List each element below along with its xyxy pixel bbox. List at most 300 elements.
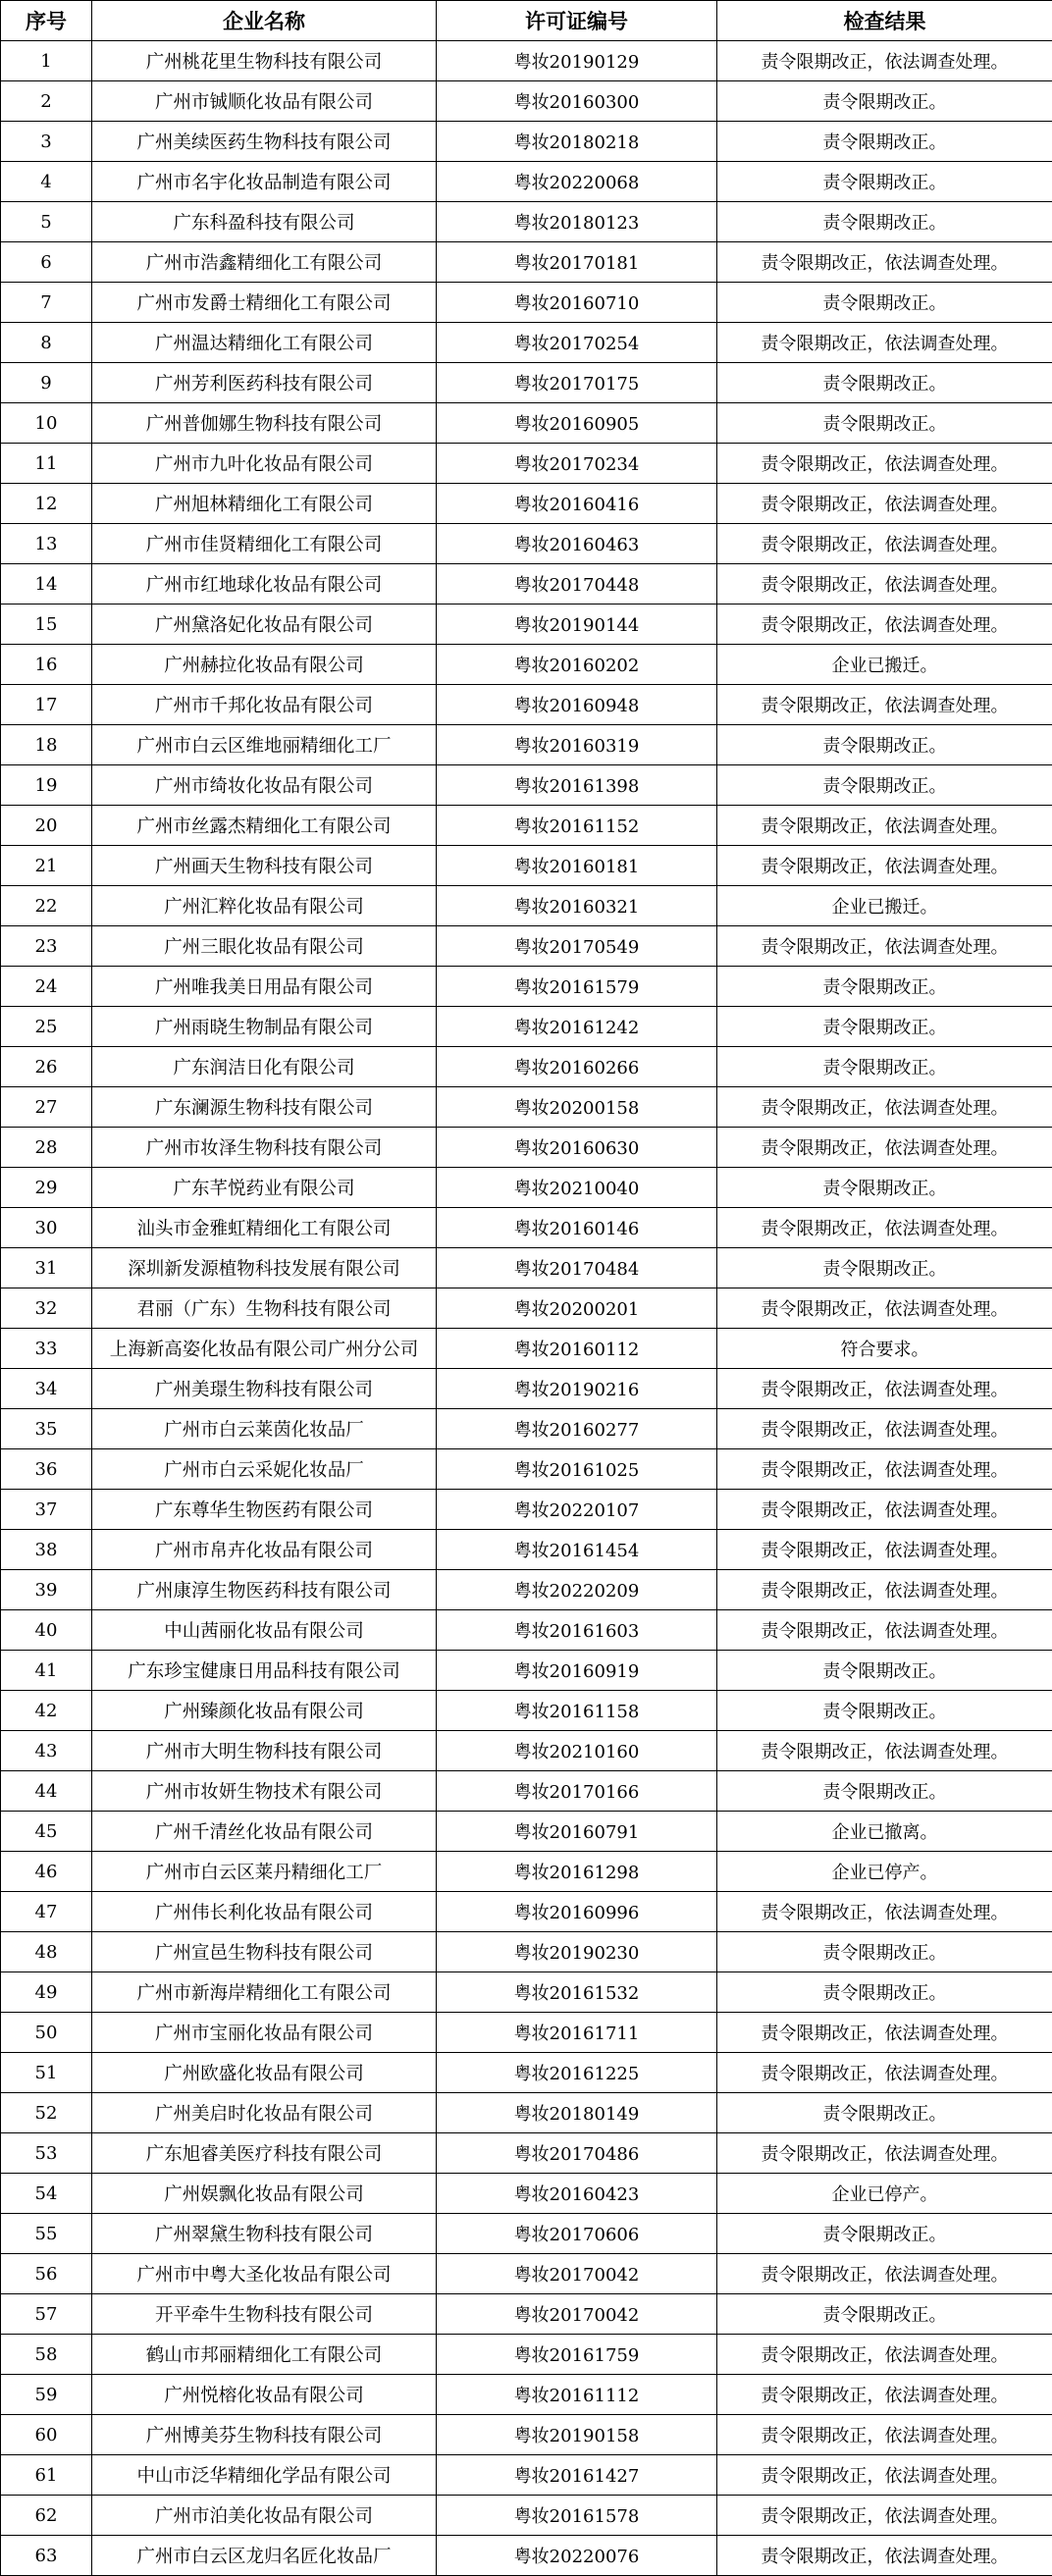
company-name: 鹤山市邦丽精细化工有限公司 xyxy=(92,2335,437,2375)
table-row xyxy=(1,2093,1052,2133)
license-number: 粤妆20160277 xyxy=(437,1409,717,1449)
company-name: 广州悦榕化妆品有限公司 xyxy=(92,2375,437,2415)
license-number: 粤妆20170042 xyxy=(437,2294,717,2335)
row-index: 43 xyxy=(1,1731,92,1771)
company-name: 君丽（广东）生物科技有限公司 xyxy=(92,1288,437,1329)
company-name: 广州雨晓生物制品有限公司 xyxy=(92,1007,437,1047)
license-number: 粤妆20161532 xyxy=(437,1972,717,2013)
inspection-result: 责令限期改正。 xyxy=(717,1771,1052,1812)
table-row xyxy=(1,2053,1052,2093)
row-index: 16 xyxy=(1,645,92,685)
company-name: 广州娱飘化妆品有限公司 xyxy=(92,2174,437,2214)
row-index: 37 xyxy=(1,1490,92,1530)
license-number: 粤妆20160321 xyxy=(437,886,717,926)
inspection-result: 责令限期改正，依法调查处理。 xyxy=(717,1449,1052,1490)
inspection-result: 责令限期改正。 xyxy=(717,202,1052,242)
row-index: 25 xyxy=(1,1007,92,1047)
table-row xyxy=(1,2254,1052,2294)
row-index: 28 xyxy=(1,1128,92,1168)
license-number: 粤妆20161025 xyxy=(437,1449,717,1490)
inspection-result: 责令限期改正。 xyxy=(717,81,1052,122)
table-row xyxy=(1,2133,1052,2174)
row-index: 27 xyxy=(1,1087,92,1128)
license-number: 粤妆20170448 xyxy=(437,564,717,605)
table-row xyxy=(1,1932,1052,1972)
table-body xyxy=(1,41,1052,2576)
row-index: 41 xyxy=(1,1651,92,1691)
license-number: 粤妆20190144 xyxy=(437,605,717,645)
inspection-result: 责令限期改正，依法调查处理。 xyxy=(717,1892,1052,1932)
row-index: 57 xyxy=(1,2294,92,2335)
header-index: 序号 xyxy=(1,1,92,41)
inspection-result: 责令限期改正，依法调查处理。 xyxy=(717,605,1052,645)
row-index: 63 xyxy=(1,2536,92,2576)
inspection-result: 责令限期改正，依法调查处理。 xyxy=(717,2013,1052,2053)
row-index: 56 xyxy=(1,2254,92,2294)
license-number: 粤妆20190230 xyxy=(437,1932,717,1972)
table-row xyxy=(1,2335,1052,2375)
license-number: 粤妆20170166 xyxy=(437,1771,717,1812)
license-number: 粤妆20200201 xyxy=(437,1288,717,1329)
row-index: 36 xyxy=(1,1449,92,1490)
license-number: 粤妆20160463 xyxy=(437,524,717,564)
table-row xyxy=(1,1168,1052,1208)
inspection-result: 责令限期改正。 xyxy=(717,1168,1052,1208)
company-name: 广州市白云莱茵化妆品厂 xyxy=(92,1409,437,1449)
company-name: 广州汇粹化妆品有限公司 xyxy=(92,886,437,926)
license-number: 粤妆20170042 xyxy=(437,2254,717,2294)
inspection-result: 责令限期改正，依法调查处理。 xyxy=(717,484,1052,524)
inspection-result: 责令限期改正。 xyxy=(717,2214,1052,2254)
table-row xyxy=(1,1530,1052,1570)
table-row xyxy=(1,1972,1052,2013)
inspection-result: 责令限期改正，依法调查处理。 xyxy=(717,2133,1052,2174)
row-index: 35 xyxy=(1,1409,92,1449)
inspection-result: 责令限期改正。 xyxy=(717,1691,1052,1731)
inspection-result: 责令限期改正，依法调查处理。 xyxy=(717,2415,1052,2455)
company-name: 广州市白云区莱丹精细化工厂 xyxy=(92,1852,437,1892)
row-index: 17 xyxy=(1,685,92,725)
inspection-result: 责令限期改正，依法调查处理。 xyxy=(717,2375,1052,2415)
company-name: 广州黛洛妃化妆品有限公司 xyxy=(92,605,437,645)
table-row xyxy=(1,1409,1052,1449)
company-name: 广州市中粤大圣化妆品有限公司 xyxy=(92,2254,437,2294)
row-index: 40 xyxy=(1,1610,92,1651)
row-index: 32 xyxy=(1,1288,92,1329)
inspection-result: 责令限期改正。 xyxy=(717,1047,1052,1087)
row-index: 38 xyxy=(1,1530,92,1570)
row-index: 3 xyxy=(1,122,92,162)
license-number: 粤妆20161427 xyxy=(437,2455,717,2496)
row-index: 55 xyxy=(1,2214,92,2254)
company-name: 广东旭睿美医疗科技有限公司 xyxy=(92,2133,437,2174)
license-number: 粤妆20160996 xyxy=(437,1892,717,1932)
license-number: 粤妆20160416 xyxy=(437,484,717,524)
table-row xyxy=(1,564,1052,605)
inspection-result: 责令限期改正，依法调查处理。 xyxy=(717,2455,1052,2496)
row-index: 14 xyxy=(1,564,92,605)
company-name: 广州市丝露杰精细化工有限公司 xyxy=(92,806,437,846)
table-row xyxy=(1,685,1052,725)
inspection-result: 责令限期改正，依法调查处理。 xyxy=(717,242,1052,283)
table-row xyxy=(1,202,1052,242)
table-row xyxy=(1,2214,1052,2254)
inspection-result: 责令限期改正。 xyxy=(717,765,1052,806)
table-row xyxy=(1,1329,1052,1369)
company-name: 广州赫拉化妆品有限公司 xyxy=(92,645,437,685)
inspection-result: 责令限期改正，依法调查处理。 xyxy=(717,524,1052,564)
table-row xyxy=(1,967,1052,1007)
license-number: 粤妆20210040 xyxy=(437,1168,717,1208)
row-index: 51 xyxy=(1,2053,92,2093)
table-row xyxy=(1,2496,1052,2536)
company-name: 中山市泛华精细化学品有限公司 xyxy=(92,2455,437,2496)
row-index: 46 xyxy=(1,1852,92,1892)
row-index: 2 xyxy=(1,81,92,122)
company-name: 广州市名宇化妆品制造有限公司 xyxy=(92,162,437,202)
inspection-result: 责令限期改正，依法调查处理。 xyxy=(717,1570,1052,1610)
license-number: 粤妆20190158 xyxy=(437,2415,717,2455)
inspection-result: 企业已停产。 xyxy=(717,1852,1052,1892)
license-number: 粤妆20160791 xyxy=(437,1812,717,1852)
table-row xyxy=(1,444,1052,484)
row-index: 7 xyxy=(1,283,92,323)
row-index: 34 xyxy=(1,1369,92,1409)
company-name: 广州市白云区龙归名匠化妆品厂 xyxy=(92,2536,437,2576)
row-index: 62 xyxy=(1,2496,92,2536)
inspection-result: 责令限期改正，依法调查处理。 xyxy=(717,323,1052,363)
row-index: 49 xyxy=(1,1972,92,2013)
table-row xyxy=(1,645,1052,685)
license-number: 粤妆20161398 xyxy=(437,765,717,806)
license-number: 粤妆20200158 xyxy=(437,1087,717,1128)
table-row xyxy=(1,81,1052,122)
inspection-result: 责令限期改正，依法调查处理。 xyxy=(717,564,1052,605)
license-number: 粤妆20220076 xyxy=(437,2536,717,2576)
license-number: 粤妆20160919 xyxy=(437,1651,717,1691)
inspection-result: 责令限期改正。 xyxy=(717,2294,1052,2335)
company-name: 中山茜丽化妆品有限公司 xyxy=(92,1610,437,1651)
company-name: 汕头市金雅虹精细化工有限公司 xyxy=(92,1208,437,1248)
table-row xyxy=(1,2174,1052,2214)
license-number: 粤妆20160202 xyxy=(437,645,717,685)
license-number: 粤妆20170234 xyxy=(437,444,717,484)
company-name: 广州市帛卉化妆品有限公司 xyxy=(92,1530,437,1570)
table-row xyxy=(1,162,1052,202)
table-row xyxy=(1,41,1052,81)
company-name: 广东芊悦药业有限公司 xyxy=(92,1168,437,1208)
inspection-result: 责令限期改正，依法调查处理。 xyxy=(717,1128,1052,1168)
license-number: 粤妆20161152 xyxy=(437,806,717,846)
inspection-result: 责令限期改正，依法调查处理。 xyxy=(717,926,1052,967)
inspection-result: 责令限期改正，依法调查处理。 xyxy=(717,685,1052,725)
inspection-result: 责令限期改正。 xyxy=(717,1651,1052,1691)
row-index: 6 xyxy=(1,242,92,283)
inspection-result: 责令限期改正，依法调查处理。 xyxy=(717,806,1052,846)
license-number: 粤妆20180218 xyxy=(437,122,717,162)
table-row xyxy=(1,846,1052,886)
inspection-result: 企业已搬迁。 xyxy=(717,645,1052,685)
table-row xyxy=(1,2536,1052,2576)
inspection-result: 责令限期改正。 xyxy=(717,363,1052,403)
row-index: 23 xyxy=(1,926,92,967)
table-row xyxy=(1,524,1052,564)
row-index: 29 xyxy=(1,1168,92,1208)
license-number: 粤妆20161298 xyxy=(437,1852,717,1892)
company-name: 上海新高姿化妆品有限公司广州分公司 xyxy=(92,1329,437,1369)
company-name: 广州市发爵士精细化工有限公司 xyxy=(92,283,437,323)
license-number: 粤妆20220107 xyxy=(437,1490,717,1530)
company-name: 广州市铖顺化妆品有限公司 xyxy=(92,81,437,122)
company-name: 广州市大明生物科技有限公司 xyxy=(92,1731,437,1771)
license-number: 粤妆20161603 xyxy=(437,1610,717,1651)
table-row xyxy=(1,1651,1052,1691)
license-number: 粤妆20170486 xyxy=(437,2133,717,2174)
license-number: 粤妆20180123 xyxy=(437,202,717,242)
row-index: 42 xyxy=(1,1691,92,1731)
license-number: 粤妆20180149 xyxy=(437,2093,717,2133)
row-index: 60 xyxy=(1,2415,92,2455)
inspection-result: 责令限期改正。 xyxy=(717,1007,1052,1047)
company-name: 广州市千邦化妆品有限公司 xyxy=(92,685,437,725)
row-index: 59 xyxy=(1,2375,92,2415)
license-number: 粤妆20161759 xyxy=(437,2335,717,2375)
row-index: 31 xyxy=(1,1248,92,1288)
inspection-result: 企业已停产。 xyxy=(717,2174,1052,2214)
inspection-result: 责令限期改正，依法调查处理。 xyxy=(717,1369,1052,1409)
inspection-result: 责令限期改正，依法调查处理。 xyxy=(717,444,1052,484)
inspection-result: 责令限期改正，依法调查处理。 xyxy=(717,1610,1052,1651)
license-number: 粤妆20160630 xyxy=(437,1128,717,1168)
company-name: 广州市白云区维地丽精细化工厂 xyxy=(92,725,437,765)
row-index: 19 xyxy=(1,765,92,806)
company-name: 广州桃花里生物科技有限公司 xyxy=(92,41,437,81)
table-row xyxy=(1,2294,1052,2335)
license-number: 粤妆20170181 xyxy=(437,242,717,283)
table-row xyxy=(1,1047,1052,1087)
inspection-result: 责令限期改正。 xyxy=(717,725,1052,765)
row-index: 4 xyxy=(1,162,92,202)
table-row xyxy=(1,2375,1052,2415)
table-row xyxy=(1,1128,1052,1168)
table-row xyxy=(1,1248,1052,1288)
row-index: 10 xyxy=(1,403,92,444)
table-row xyxy=(1,2013,1052,2053)
company-name: 广州市泊美化妆品有限公司 xyxy=(92,2496,437,2536)
row-index: 24 xyxy=(1,967,92,1007)
license-number: 粤妆20160319 xyxy=(437,725,717,765)
table-row xyxy=(1,725,1052,765)
company-name: 广州唯我美日用品有限公司 xyxy=(92,967,437,1007)
row-index: 22 xyxy=(1,886,92,926)
inspection-result: 责令限期改正。 xyxy=(717,2093,1052,2133)
license-number: 粤妆20170606 xyxy=(437,2214,717,2254)
company-name: 广州市绮妆化妆品有限公司 xyxy=(92,765,437,806)
license-number: 粤妆20220209 xyxy=(437,1570,717,1610)
table-row xyxy=(1,1570,1052,1610)
company-name: 广州美启时化妆品有限公司 xyxy=(92,2093,437,2133)
row-index: 39 xyxy=(1,1570,92,1610)
company-name: 广州画天生物科技有限公司 xyxy=(92,846,437,886)
inspection-result: 责令限期改正。 xyxy=(717,967,1052,1007)
table-row xyxy=(1,806,1052,846)
inspection-result: 符合要求。 xyxy=(717,1329,1052,1369)
row-index: 52 xyxy=(1,2093,92,2133)
company-name: 广东润洁日化有限公司 xyxy=(92,1047,437,1087)
company-name: 深圳新发源植物科技发展有限公司 xyxy=(92,1248,437,1288)
inspection-result: 责令限期改正。 xyxy=(717,1248,1052,1288)
license-number: 粤妆20161454 xyxy=(437,1530,717,1570)
table-row xyxy=(1,886,1052,926)
company-name: 广州市妆妍生物技术有限公司 xyxy=(92,1771,437,1812)
company-name: 广州伟长利化妆品有限公司 xyxy=(92,1892,437,1932)
inspection-result: 责令限期改正，依法调查处理。 xyxy=(717,2254,1052,2294)
company-name: 广州市佳贤精细化工有限公司 xyxy=(92,524,437,564)
inspection-result: 责令限期改正，依法调查处理。 xyxy=(717,1409,1052,1449)
inspection-result: 责令限期改正，依法调查处理。 xyxy=(717,1530,1052,1570)
table-header-row xyxy=(1,1,1052,41)
company-name: 广东科盈科技有限公司 xyxy=(92,202,437,242)
license-number: 粤妆20210160 xyxy=(437,1731,717,1771)
inspection-result: 责令限期改正，依法调查处理。 xyxy=(717,846,1052,886)
inspection-result: 责令限期改正，依法调查处理。 xyxy=(717,2053,1052,2093)
row-index: 30 xyxy=(1,1208,92,1248)
company-name: 广东澜源生物科技有限公司 xyxy=(92,1087,437,1128)
company-name: 广州宣邑生物科技有限公司 xyxy=(92,1932,437,1972)
company-name: 广州康淳生物医药科技有限公司 xyxy=(92,1570,437,1610)
row-index: 12 xyxy=(1,484,92,524)
license-number: 粤妆20170484 xyxy=(437,1248,717,1288)
license-number: 粤妆20160948 xyxy=(437,685,717,725)
inspection-result: 责令限期改正。 xyxy=(717,1972,1052,2013)
company-name: 广州芳利医药科技有限公司 xyxy=(92,363,437,403)
license-number: 粤妆20160181 xyxy=(437,846,717,886)
license-number: 粤妆20161711 xyxy=(437,2013,717,2053)
table-row xyxy=(1,1369,1052,1409)
row-index: 50 xyxy=(1,2013,92,2053)
table-row xyxy=(1,323,1052,363)
table-row xyxy=(1,1610,1052,1651)
inspection-result: 责令限期改正。 xyxy=(717,283,1052,323)
license-number: 粤妆20170175 xyxy=(437,363,717,403)
table-row xyxy=(1,242,1052,283)
inspection-result: 责令限期改正。 xyxy=(717,162,1052,202)
inspection-result: 责令限期改正，依法调查处理。 xyxy=(717,1731,1052,1771)
table-row xyxy=(1,1087,1052,1128)
license-number: 粤妆20170549 xyxy=(437,926,717,967)
row-index: 8 xyxy=(1,323,92,363)
row-index: 9 xyxy=(1,363,92,403)
license-number: 粤妆20161112 xyxy=(437,2375,717,2415)
license-number: 粤妆20160300 xyxy=(437,81,717,122)
license-number: 粤妆20161225 xyxy=(437,2053,717,2093)
table-row xyxy=(1,1490,1052,1530)
company-name: 广州普伽娜生物科技有限公司 xyxy=(92,403,437,444)
company-name: 广州市宝丽化妆品有限公司 xyxy=(92,2013,437,2053)
license-number: 粤妆20190216 xyxy=(437,1369,717,1409)
inspection-result: 责令限期改正，依法调查处理。 xyxy=(717,1490,1052,1530)
table-row xyxy=(1,765,1052,806)
inspection-result: 责令限期改正，依法调查处理。 xyxy=(717,41,1052,81)
row-index: 48 xyxy=(1,1932,92,1972)
license-number: 粤妆20160146 xyxy=(437,1208,717,1248)
company-name: 开平牵牛生物科技有限公司 xyxy=(92,2294,437,2335)
row-index: 44 xyxy=(1,1771,92,1812)
company-name: 广东珍宝健康日用品科技有限公司 xyxy=(92,1651,437,1691)
table-row xyxy=(1,926,1052,967)
license-number: 粤妆20161158 xyxy=(437,1691,717,1731)
table-row xyxy=(1,363,1052,403)
license-number: 粤妆20160905 xyxy=(437,403,717,444)
table-row xyxy=(1,2455,1052,2496)
company-name: 广州博美芬生物科技有限公司 xyxy=(92,2415,437,2455)
company-name: 广州欧盛化妆品有限公司 xyxy=(92,2053,437,2093)
company-name: 广州温达精细化工有限公司 xyxy=(92,323,437,363)
company-name: 广州美璟生物科技有限公司 xyxy=(92,1369,437,1409)
table-row xyxy=(1,283,1052,323)
row-index: 53 xyxy=(1,2133,92,2174)
header-license-number: 许可证编号 xyxy=(437,1,717,41)
row-index: 1 xyxy=(1,41,92,81)
inspection-result: 责令限期改正，依法调查处理。 xyxy=(717,1288,1052,1329)
company-name: 广州市新海岸精细化工有限公司 xyxy=(92,1972,437,2013)
inspection-result: 企业已撤离。 xyxy=(717,1812,1052,1852)
inspection-result: 企业已搬迁。 xyxy=(717,886,1052,926)
license-number: 粤妆20161242 xyxy=(437,1007,717,1047)
license-number: 粤妆20190129 xyxy=(437,41,717,81)
company-name: 广东尊华生物医药有限公司 xyxy=(92,1490,437,1530)
inspection-result: 责令限期改正。 xyxy=(717,403,1052,444)
company-name: 广州市红地球化妆品有限公司 xyxy=(92,564,437,605)
company-name: 广州臻颜化妆品有限公司 xyxy=(92,1691,437,1731)
company-name: 广州美续医药生物科技有限公司 xyxy=(92,122,437,162)
table-row xyxy=(1,484,1052,524)
inspection-result: 责令限期改正，依法调查处理。 xyxy=(717,2536,1052,2576)
row-index: 5 xyxy=(1,202,92,242)
table-row xyxy=(1,1288,1052,1329)
inspection-result: 责令限期改正，依法调查处理。 xyxy=(717,2335,1052,2375)
company-name: 广州市妆泽生物科技有限公司 xyxy=(92,1128,437,1168)
company-name: 广州市浩鑫精细化工有限公司 xyxy=(92,242,437,283)
row-index: 11 xyxy=(1,444,92,484)
license-number: 粤妆20170254 xyxy=(437,323,717,363)
table-row xyxy=(1,1852,1052,1892)
table-row xyxy=(1,1208,1052,1248)
table-row xyxy=(1,1449,1052,1490)
table-row xyxy=(1,1731,1052,1771)
table-row xyxy=(1,122,1052,162)
row-index: 18 xyxy=(1,725,92,765)
row-index: 26 xyxy=(1,1047,92,1087)
company-name: 广州千清丝化妆品有限公司 xyxy=(92,1812,437,1852)
table-row xyxy=(1,403,1052,444)
license-number: 粤妆20161578 xyxy=(437,2496,717,2536)
header-company-name: 企业名称 xyxy=(92,1,437,41)
inspection-result: 责令限期改正，依法调查处理。 xyxy=(717,1208,1052,1248)
row-index: 13 xyxy=(1,524,92,564)
table-row xyxy=(1,605,1052,645)
row-index: 47 xyxy=(1,1892,92,1932)
row-index: 45 xyxy=(1,1812,92,1852)
table-row xyxy=(1,1892,1052,1932)
table-row xyxy=(1,1812,1052,1852)
company-name: 广州市白云采妮化妆品厂 xyxy=(92,1449,437,1490)
license-number: 粤妆20160112 xyxy=(437,1329,717,1369)
row-index: 15 xyxy=(1,605,92,645)
table-row xyxy=(1,1007,1052,1047)
inspection-result: 责令限期改正，依法调查处理。 xyxy=(717,1087,1052,1128)
company-name: 广州旭林精细化工有限公司 xyxy=(92,484,437,524)
